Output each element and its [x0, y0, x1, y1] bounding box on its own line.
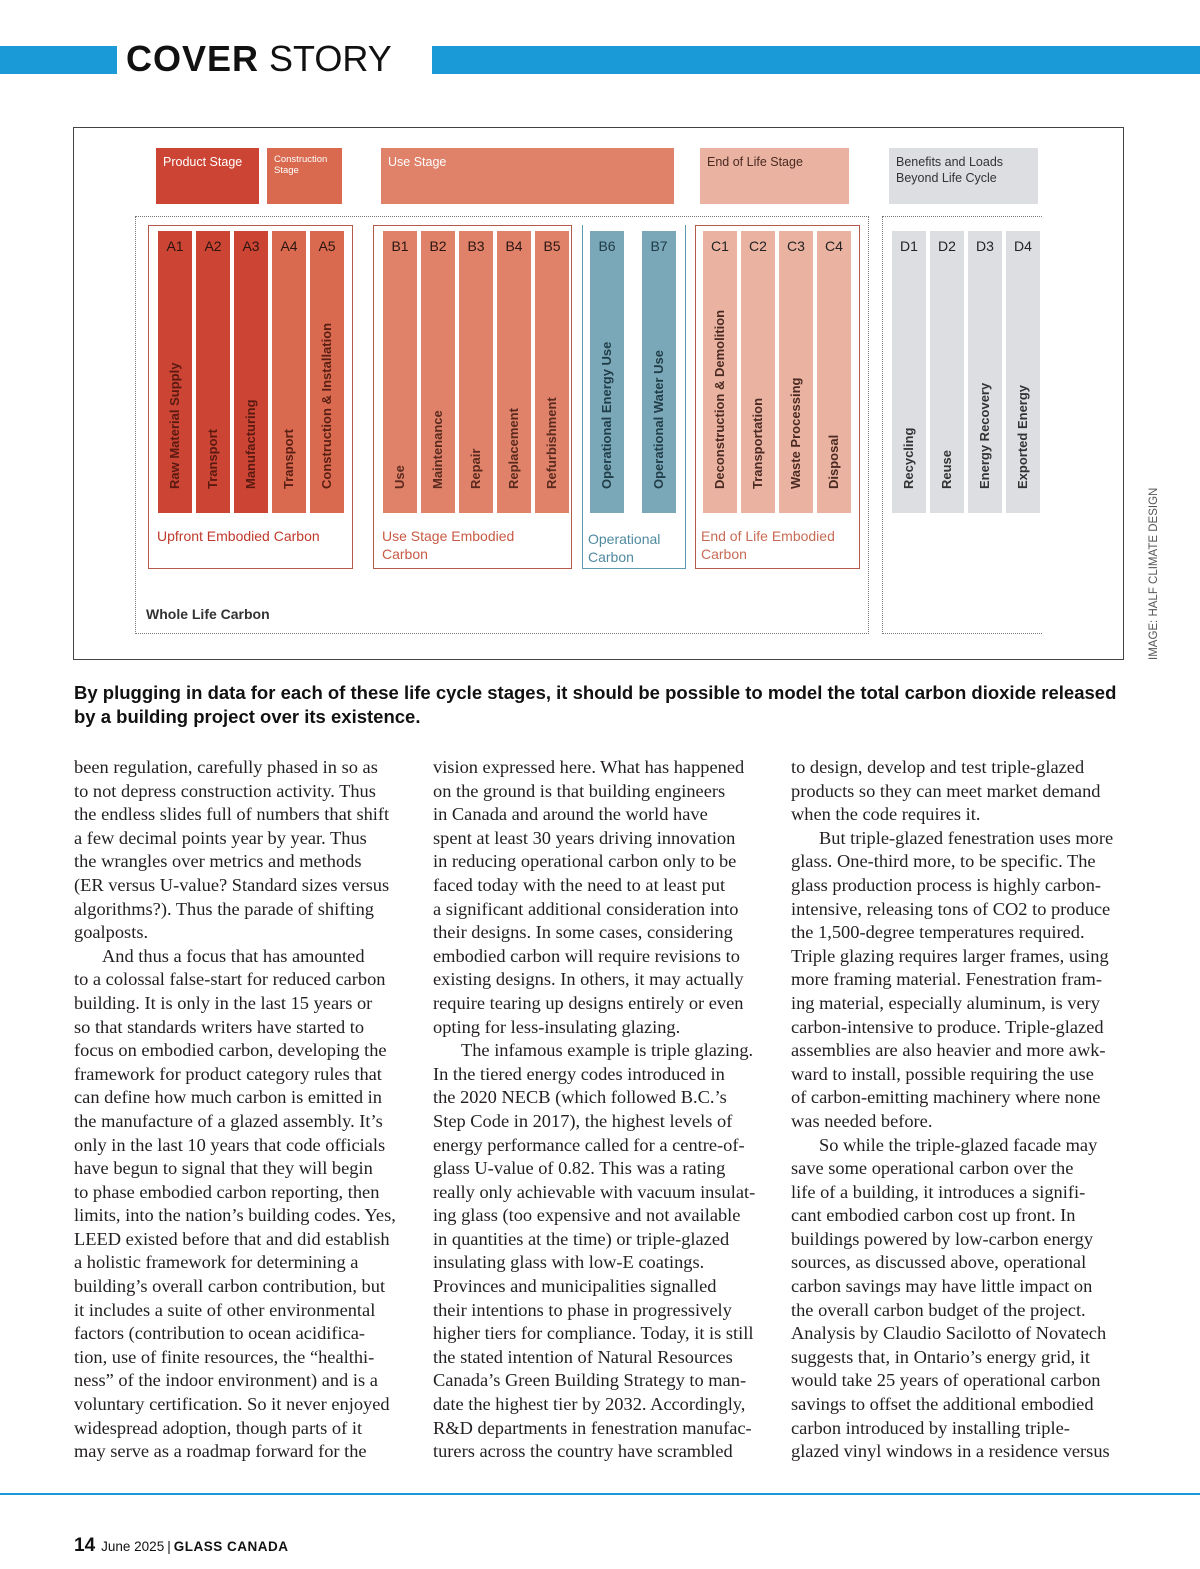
module-label: Repair [468, 448, 483, 489]
text-line: carbon savings may have little impact on [791, 1276, 1093, 1297]
text-line: faced today with the need to at least put [433, 874, 726, 895]
module-label-wrap [158, 267, 192, 507]
text-line: ward to install, possible requiring the use [791, 1063, 1094, 1084]
text-line: of carbon-emitting machinery where none [791, 1087, 1101, 1108]
module-code: B4 [505, 238, 523, 254]
text-line: Triple glazing requires larger frames, using [791, 945, 1109, 966]
module-label-wrap [421, 267, 455, 507]
module-label: Recycling [901, 427, 916, 489]
module-code: C1 [711, 238, 729, 254]
text-line: intensive, releasing tons of CO2 to produce [791, 898, 1111, 919]
text-line: to not depress construction activity. Thus [74, 780, 376, 801]
module-b5 [535, 231, 569, 513]
module-b1 [383, 231, 417, 513]
module-label-wrap [535, 267, 569, 507]
header-accent-bar-left [0, 46, 117, 74]
module-label-wrap [272, 267, 306, 507]
group-label-end-of-life: End of Life Embodied Carbon [701, 528, 835, 562]
text-line: require tearing up designs entirely or even [433, 992, 744, 1013]
text-line: building. It is only in the last 15 years or [74, 992, 373, 1013]
text-line: glass production process is highly carbon- [791, 874, 1102, 895]
module-c4 [817, 231, 851, 513]
text-line: spent at least 30 years driving innovation [433, 827, 736, 848]
whole-life-carbon-label: Whole Life Carbon [146, 606, 270, 622]
text-line: the endless slides full of numbers that shift [74, 804, 390, 825]
module-code: B3 [467, 238, 485, 254]
text-line: ing glass (too expensive and not available [433, 1205, 741, 1226]
module-label-wrap [310, 267, 344, 507]
text-line: Provinces and municipalities signalled [433, 1276, 717, 1297]
module-label: Operational Energy Use [599, 341, 614, 489]
module-a2 [196, 231, 230, 513]
text-line: may serve as a roadmap forward for the [74, 1441, 367, 1462]
module-label-wrap [642, 267, 676, 507]
text-line: a significant additional consideration into [433, 898, 739, 919]
module-label-wrap [779, 267, 813, 507]
text-line: really only achievable with vacuum insulat- [433, 1181, 756, 1202]
text-line: the manufacture of a glazed assembly. It’s [74, 1110, 383, 1131]
text-line: more framing material. Fenestration fram- [791, 969, 1102, 990]
module-code: D4 [1014, 238, 1032, 254]
text-line: the 1,500-degree temperatures required. [791, 922, 1085, 943]
text-line: carbon introduced by installing triple- [791, 1417, 1070, 1438]
module-code: A5 [318, 238, 336, 254]
text-line: In the tiered energy codes introduced in [433, 1063, 725, 1084]
module-label-wrap [234, 267, 268, 507]
section-title-light: STORY [269, 38, 392, 79]
text-line: cant embodied carbon cost up front. In [791, 1205, 1076, 1226]
module-a1 [158, 231, 192, 513]
module-label-wrap [383, 267, 417, 507]
issue-date: June 2025 [101, 1539, 165, 1554]
module-c1 [703, 231, 737, 513]
module-label-wrap [497, 267, 531, 507]
module-label: Transportation [750, 397, 765, 489]
text-line: glass U-value of 0.82. This was a rating [433, 1158, 726, 1179]
stage-header-use: Use Stage [381, 148, 674, 204]
module-code: C2 [749, 238, 767, 254]
text-line: life of a building, it introduces a signifi- [791, 1181, 1086, 1202]
module-label: Use [392, 465, 407, 489]
text-line: So while the triple-glazed facade may [819, 1134, 1098, 1155]
text-line: suggests that, in Ontario’s energy grid, it [791, 1346, 1090, 1367]
module-label: Reuse [939, 449, 954, 489]
module-label: Disposal [826, 434, 841, 489]
figure-caption: By plugging in data for each of these life cycle stages, it should be possible to model the total carbon dioxide released by a building project over its existence. [74, 682, 1117, 727]
text-line: carbon-intensive to produce. Triple-glazed [791, 1016, 1104, 1037]
module-code: D2 [938, 238, 956, 254]
module-label: Replacement [506, 408, 521, 489]
text-line: date the highest tier by 2032. Accordingly, [433, 1394, 746, 1415]
module-code: A2 [204, 238, 222, 254]
module-code: C3 [787, 238, 805, 254]
module-label-wrap [968, 267, 1002, 507]
module-label-wrap [1006, 267, 1040, 507]
text-line: glass. One-third more, to be specific. The [791, 851, 1096, 872]
text-line: it includes a suite of other environmental [74, 1299, 376, 1320]
text-line: save some operational carbon over the [791, 1158, 1074, 1179]
magazine-name: GLASS CANADA [173, 1539, 289, 1554]
body-column-2 [433, 756, 755, 1464]
text-line: And thus a focus that has amounted [102, 945, 365, 966]
text-line: sources, as discussed above, operational [791, 1252, 1087, 1273]
text-line: ing material, especially aluminum, is very [791, 992, 1100, 1013]
module-code: C4 [825, 238, 843, 254]
text-line: would take 25 years of operational carbon [791, 1370, 1101, 1391]
module-label: Construction & Installation [319, 322, 334, 489]
text-line: Step Code in 2017), the highest levels of [433, 1110, 733, 1131]
module-a3 [234, 231, 268, 513]
footer-separator: | [167, 1539, 171, 1554]
module-label: Refurbishment [544, 397, 559, 489]
text-line: only in the last 10 years that code officials [74, 1134, 386, 1155]
module-d4 [1006, 231, 1040, 513]
text-line: the 2020 NECB (which followed B.C.’s [433, 1087, 727, 1108]
module-d2 [930, 231, 964, 513]
text-line: focus on embodied carbon, developing the [74, 1040, 387, 1061]
text-line: building’s overall carbon contribution, but [74, 1276, 386, 1297]
text-line: in quantities at the time) or triple-glazed [433, 1228, 730, 1249]
text-line: can define how much carbon is emitted in [74, 1087, 382, 1108]
text-line: tion, use of finite resources, the “healthi- [74, 1346, 375, 1367]
text-line: in reducing operational carbon only to be [433, 851, 737, 872]
module-label: Transport [205, 429, 220, 489]
text-line: to a colossal false-start for reduced carbon [74, 969, 386, 990]
module-label-wrap [703, 267, 737, 507]
module-code: A4 [280, 238, 298, 254]
text-line: insulating glass with low-E coatings. [433, 1252, 705, 1273]
section-title-bold: COVER [126, 38, 260, 79]
module-b6 [590, 231, 624, 513]
text-line: savings to offset the additional embodied [791, 1394, 1094, 1415]
module-b4 [497, 231, 531, 513]
module-label: Raw Material Supply [167, 362, 182, 489]
text-line: was needed before. [791, 1110, 933, 1131]
text-line: in Canada and around the world have [433, 804, 708, 825]
module-label-wrap [196, 267, 230, 507]
text-line: energy performance called for a centre-of- [433, 1134, 745, 1155]
module-label: Manufacturing [243, 399, 258, 489]
text-line: when the code requires it. [791, 804, 981, 825]
module-code: A1 [166, 238, 184, 254]
text-line: their designs. In some cases, considering [433, 922, 733, 943]
text-line: turers across the country have scrambled [433, 1441, 733, 1462]
stage-header-construction: Construction Stage [267, 148, 342, 204]
text-line: so that standards writers have started to [74, 1016, 365, 1037]
text-line: factors (contribution to ocean acidifica- [74, 1323, 366, 1344]
module-label: Exported Energy [1015, 384, 1030, 489]
text-line: assemblies are also heavier and more awk- [791, 1040, 1106, 1061]
text-line: goalposts. [74, 922, 149, 943]
text-line: the stated intention of Natural Resources [433, 1346, 733, 1367]
group-label-use-stage: Use Stage Embodied Carbon [382, 528, 515, 562]
stage-header-beyond: Benefits and Loads Beyond Life Cycle [889, 148, 1038, 204]
text-line: (ER versus U-value? Standard sizes versus [74, 874, 390, 895]
module-code: B7 [650, 238, 668, 254]
module-d3 [968, 231, 1002, 513]
text-line: a holistic framework for determining a [74, 1252, 359, 1273]
text-line: limits, into the nation’s building codes. Yes, [74, 1205, 396, 1226]
text-line: a few decimal points year by year. Thus [74, 827, 367, 848]
group-label-upfront: Upfront Embodied Carbon [157, 528, 320, 544]
body-column-3 [791, 756, 1113, 1464]
module-code: B2 [429, 238, 447, 254]
text-line: buildings powered by low-carbon energy [791, 1228, 1094, 1249]
module-label-wrap [590, 267, 624, 507]
module-c3 [779, 231, 813, 513]
module-label: Waste Processing [788, 377, 803, 489]
text-line: to design, develop and test triple-glazed [791, 757, 1085, 777]
text-line: framework for product category rules that [74, 1063, 382, 1084]
module-code: D1 [900, 238, 918, 254]
text-line: ness” of the indoor environment) and is a [74, 1370, 378, 1391]
figure-credit: IMAGE: HALF CLIMATE DESIGN [1148, 487, 1160, 660]
text-line: Analysis by Claudio Sacilotto of Novatech [791, 1323, 1107, 1344]
text-line: existing designs. In others, it may actually [433, 969, 744, 990]
module-c2 [741, 231, 775, 513]
section-title [126, 34, 392, 84]
text-line: LEED existed before that and did establish [74, 1228, 390, 1249]
text-line: algorithms?). Thus the parade of shifting [74, 898, 374, 919]
text-line: have begun to signal that they will begin [74, 1158, 373, 1179]
text-line: the wrangles over metrics and methods [74, 851, 362, 872]
module-label-wrap [459, 267, 493, 507]
text-line: products so they can meet market demand [791, 780, 1101, 801]
footer [74, 1535, 288, 1557]
page-number: 14 [74, 1535, 96, 1556]
stage-header-product: Product Stage [156, 148, 259, 204]
text-line: But triple-glazed fenestration uses more [819, 827, 1114, 848]
module-a5 [310, 231, 344, 513]
module-label-wrap [892, 267, 926, 507]
module-label: Operational Water Use [651, 350, 666, 489]
module-d1 [892, 231, 926, 513]
text-line: been regulation, carefully phased in so as [74, 757, 378, 777]
text-line: glazed vinyl windows in a residence versus [791, 1441, 1110, 1462]
module-label: Deconstruction & Demolition [712, 309, 727, 489]
module-a4 [272, 231, 306, 513]
module-label: Maintenance [430, 410, 445, 489]
header-accent-bar-right [432, 46, 1200, 74]
module-code: B6 [598, 238, 616, 254]
text-line: higher tiers for compliance. Today, it is still [433, 1323, 754, 1344]
text-line: the overall carbon budget of the project. [791, 1299, 1086, 1320]
module-b3 [459, 231, 493, 513]
module-label-wrap [817, 267, 851, 507]
text-line: on the ground is that building engineers [433, 780, 726, 801]
text-line: their intentions to phase in progressively [433, 1299, 732, 1320]
text-line: vision expressed here. What has happened [433, 757, 745, 777]
module-label: Energy Recovery [977, 382, 992, 489]
module-label-wrap [741, 267, 775, 507]
module-b2 [421, 231, 455, 513]
module-label-wrap [930, 267, 964, 507]
group-label-operational: Operational Carbon [588, 531, 661, 565]
footer-rule [0, 1493, 1200, 1495]
text-line: embodied carbon will require revisions to [433, 945, 740, 966]
body-column-1 [74, 756, 396, 1464]
text-line: R&D departments in fenestration manufac- [433, 1417, 752, 1438]
stage-header-end-of-life: End of Life Stage [700, 148, 849, 204]
module-code: B5 [543, 238, 561, 254]
module-code: B1 [391, 238, 409, 254]
text-line: to phase embodied carbon reporting, then [74, 1181, 380, 1202]
module-code: D3 [976, 238, 994, 254]
text-line: widespread adoption, though parts of it [74, 1417, 363, 1438]
text-line: opting for less-insulating glazing. [433, 1016, 681, 1037]
text-line: The infamous example is triple glazing. [461, 1040, 754, 1061]
text-line: Canada’s Green Building Strategy to man- [433, 1370, 747, 1391]
module-b7 [642, 231, 676, 513]
text-line: voluntary certification. So it never enjoyed [74, 1394, 390, 1415]
module-label: Transport [281, 429, 296, 489]
module-code: A3 [242, 238, 260, 254]
